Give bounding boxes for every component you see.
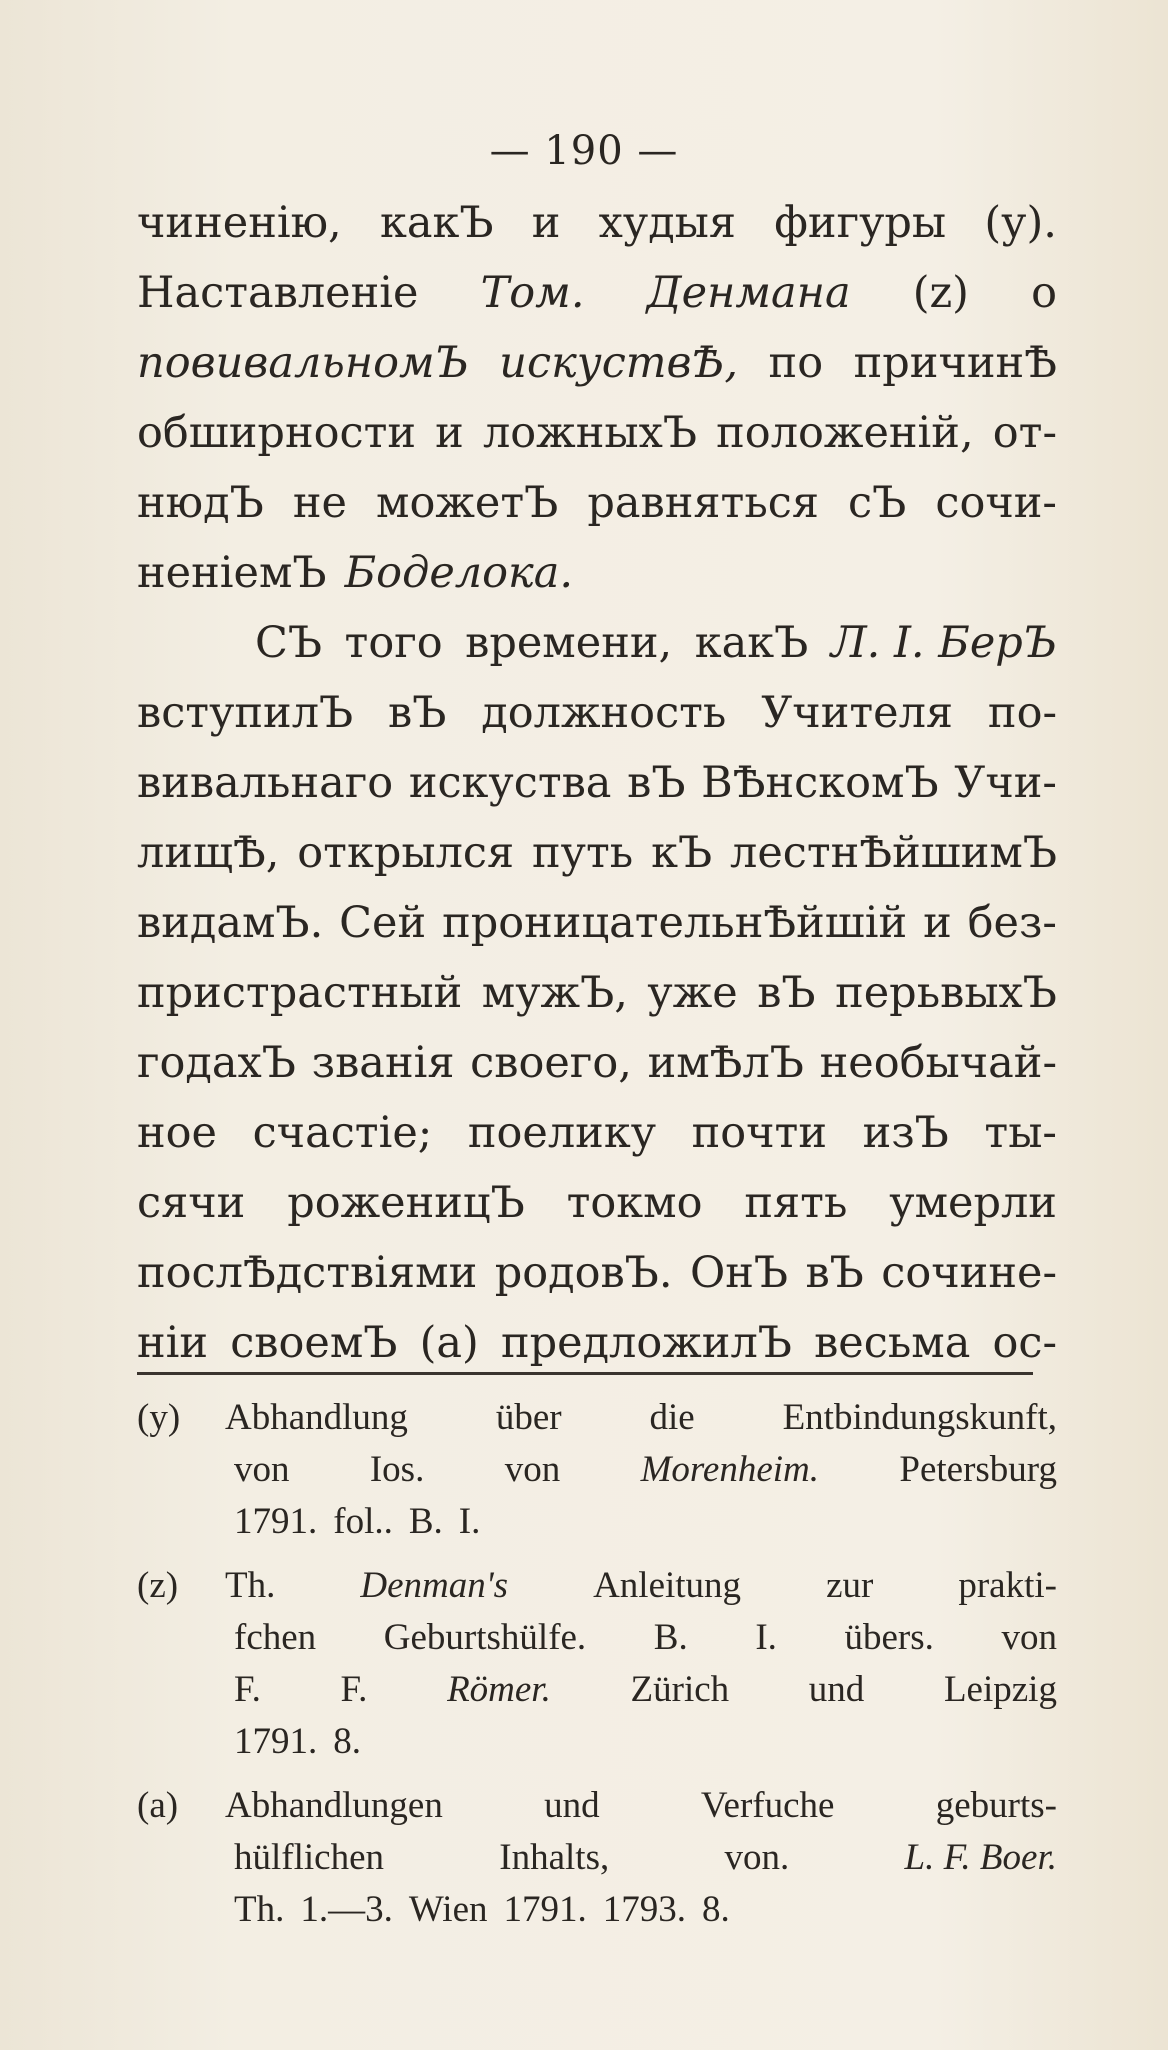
text-line [137,538,1057,608]
word: своего, [470,1038,632,1088]
word: пристрастный [137,968,463,1018]
text-line [137,1308,1057,1378]
footnote [137,1392,1057,1560]
footnote-marker: (a) [137,1785,179,1826]
word: роженицЪ [287,1178,525,1228]
word: fol.. [333,1501,393,1542]
word: übers. [844,1617,934,1658]
word: Th. [225,1565,276,1606]
word: Römer. [447,1669,551,1710]
word: по- [987,688,1057,738]
text-line [137,468,1057,538]
word: Учителя [761,688,954,738]
word: времени, [465,618,673,668]
word: F. [234,1669,261,1710]
word: über [495,1397,562,1438]
word: Entbindungskunft, [782,1397,1057,1438]
word: какЪ [379,198,494,248]
word: родовЪ. [494,1248,673,1298]
word: von [504,1449,561,1490]
footnote-line [137,1664,1057,1716]
word: худыя [598,198,737,248]
body-text [137,188,1057,1378]
text-line [137,748,1057,818]
word: und [808,1669,865,1710]
footnote-line [137,1612,1057,1664]
word: 1791. [234,1721,318,1762]
word: и [435,408,464,458]
word: Inhalts, [499,1837,610,1878]
word: Geburtshülfe. [383,1617,587,1658]
word: можетЪ [376,478,559,528]
word: Morenheim. [640,1449,820,1490]
word: открылся [297,828,515,878]
word: причинѢ [853,338,1057,388]
text-line [137,818,1057,888]
text-line [137,1168,1057,1238]
word: Wien [408,1889,488,1930]
word: от- [992,408,1057,458]
word: 1.—3. [300,1889,393,1930]
footnote-marker: (z) [137,1565,179,1606]
word: Сей [339,898,427,948]
footnote-line [137,1884,1057,1936]
footnote-line [137,1560,1057,1612]
word: Petersburg [899,1449,1057,1490]
word: Abhandlungen [225,1785,443,1826]
word: проницательнѢйшій [442,898,908,948]
word: Zürich [630,1669,730,1710]
word: искуствѢ, [499,338,739,388]
word: Ios. [369,1449,425,1490]
word: мужЪ, [481,968,628,1018]
word: чиненію, [137,198,342,248]
footnote-line [137,1444,1057,1496]
word: (z) [912,268,969,318]
footnote-line [137,1832,1057,1884]
text-line [137,958,1057,1028]
footnote-rule [137,1372,1033,1375]
word: сочине- [881,1248,1057,1298]
word: пять [744,1178,848,1228]
word: prakti- [958,1565,1057,1606]
word: Боделока. [344,548,574,598]
word: 1793. [602,1889,687,1930]
word: von [234,1449,290,1490]
word: B. [408,1501,443,1542]
word: имѢлЪ [647,1038,804,1088]
text-line [137,608,1057,678]
word: неніемЪ [137,548,327,598]
word: ное [137,1108,217,1158]
text-line [137,258,1057,328]
word: предложилЪ [500,1318,792,1368]
word: и [531,198,561,248]
word: Leipzig [943,1669,1057,1710]
text-line [137,1028,1057,1098]
text-line [137,188,1057,258]
word: 1791. [503,1889,587,1930]
footnote-line [137,1392,1057,1444]
word: умерли [889,1178,1057,1228]
word: вивальнаго [137,758,394,808]
word: вступилЪ [137,688,354,738]
word: ОнЪ [689,1248,789,1298]
word: почти [691,1108,827,1158]
word: уже [647,968,738,1018]
word: повивальномЪ [137,338,469,388]
footnote-line [137,1716,1057,1768]
word: 8. [333,1721,361,1762]
word: geburts- [935,1785,1057,1826]
text-line [137,1098,1057,1168]
word: лищѢ, [137,828,280,878]
text-line [137,398,1057,468]
word: кЪ [651,828,713,878]
word: перьвыхЪ [835,968,1057,1018]
word: лестнѢйшимЪ [730,828,1057,878]
footnotes [137,1392,1057,1936]
footnote-marker: (y) [137,1397,181,1438]
word: того [344,618,443,668]
word: F. [340,1669,368,1710]
word: (у). [984,198,1057,248]
word: равняться [587,478,819,528]
word: по [768,338,824,388]
word: необычай- [819,1038,1057,1088]
word: своемЪ [230,1318,398,1368]
word: званія [311,1038,455,1088]
word: hülflichen [234,1837,385,1878]
word: какЪ [694,618,809,668]
word: von [1001,1617,1057,1658]
word: Денмана [646,268,851,318]
word: Наставленіе [137,268,419,318]
word: Учи- [954,758,1057,808]
word: 8. [702,1889,730,1930]
word: сЪ [848,478,907,528]
word: видамЪ. [137,898,324,948]
word: нюдЪ [137,478,264,528]
text-line [137,1238,1057,1308]
word: ВѢнскомЪ [701,758,939,808]
word: обширности [137,408,417,458]
word: путь [532,828,634,878]
word: ты- [984,1108,1057,1158]
word: die [649,1397,695,1438]
word: Verfuche [700,1785,835,1826]
word: B. [653,1617,688,1658]
word: вЪ [805,1248,864,1298]
word: Th. [234,1889,285,1930]
word: токмо [566,1178,703,1228]
footnote [137,1780,1057,1936]
word: zur [826,1565,874,1606]
word: Л. I. БерЪ [830,618,1057,668]
word: должность [481,688,727,738]
word: сочи- [935,478,1057,528]
word: I. [755,1617,777,1658]
word: и [923,898,952,948]
footnote [137,1560,1057,1780]
word: Abhandlung [225,1397,408,1438]
text-line [137,678,1057,748]
word: ніи [137,1318,209,1368]
word: I. [458,1501,481,1542]
word: годахЪ [137,1038,296,1088]
footnote-line [137,1780,1057,1832]
word: und [544,1785,600,1826]
word: ос- [992,1318,1057,1368]
word: послѢдствіями [137,1248,478,1298]
word: вЪ [627,758,686,808]
text-line [137,888,1057,958]
word: СЪ [255,618,323,668]
word: о [1031,268,1057,318]
word: положеній, [716,408,974,458]
word: без- [967,898,1057,948]
word: поелику [467,1108,656,1158]
word: von. [724,1837,790,1878]
word: Anleitung [593,1565,742,1606]
word: (а) [419,1318,479,1368]
word: вЪ [757,968,816,1018]
word: 1791. [234,1501,318,1542]
word: L. F. Boer. [904,1837,1057,1878]
word: фигуры [774,198,947,248]
word: счастіе; [252,1108,433,1158]
word: Denman's [360,1565,509,1606]
word: весьма [814,1318,971,1368]
word: изЪ [862,1108,949,1158]
word: вЪ [388,688,447,738]
word: искуства [408,758,612,808]
footnote-line [137,1496,1057,1548]
page-number: — 190 — [489,128,679,174]
word: Том. [480,268,585,318]
text-line [137,328,1057,398]
word: сячи [137,1178,246,1228]
word: ложныхЪ [482,408,698,458]
word: fchen [234,1617,317,1658]
word: не [292,478,347,528]
